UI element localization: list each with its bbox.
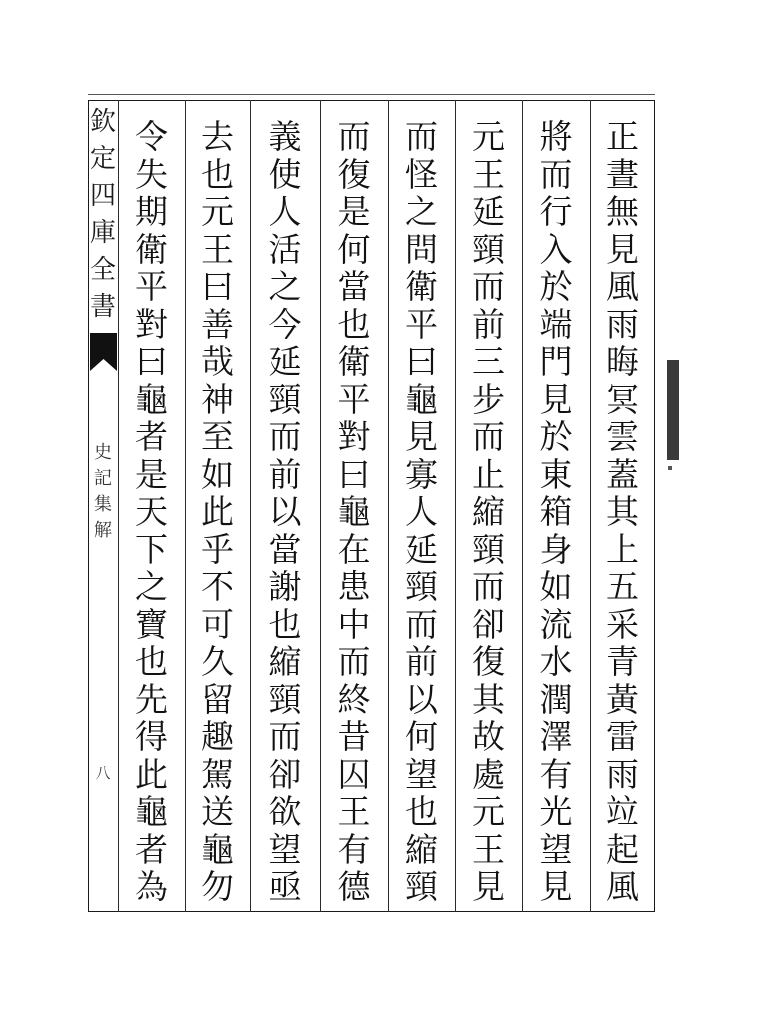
glyph: 前: [268, 454, 302, 494]
glyph: 而: [268, 717, 302, 756]
glyph: 寶: [135, 604, 168, 644]
glyph: 之: [405, 192, 438, 231]
glyph: 義: [268, 118, 302, 156]
glyph: 前: [472, 304, 505, 344]
glyph: 哉: [201, 342, 234, 381]
binding-dot: [668, 466, 672, 470]
glyph: 而: [539, 154, 573, 194]
glyph: 解: [94, 520, 112, 541]
glyph: 其: [472, 679, 505, 719]
glyph: 曰: [337, 454, 371, 494]
glyph: 如: [201, 454, 234, 494]
glyph: 善: [201, 304, 234, 344]
glyph: 天: [135, 492, 168, 531]
glyph: 身: [539, 529, 573, 569]
glyph: 前: [405, 642, 438, 681]
glyph: 寡: [405, 454, 438, 494]
glyph: 此: [135, 754, 168, 794]
glyph: 何: [405, 717, 438, 756]
glyph: 頸: [405, 567, 438, 606]
glyph: 也: [405, 792, 438, 831]
glyph: 人: [405, 492, 438, 531]
glyph: 中: [337, 604, 371, 644]
glyph: 雲: [606, 417, 639, 456]
glyph: 乎: [201, 529, 234, 569]
glyph: 曰: [201, 267, 234, 306]
glyph: 入: [539, 229, 573, 269]
glyph: 之: [135, 567, 168, 606]
glyph: 也: [135, 642, 168, 681]
glyph: 有: [337, 829, 371, 869]
glyph: 為: [135, 867, 168, 906]
glyph: 頸: [472, 529, 505, 569]
text-column-6: [250, 118, 320, 908]
glyph: 晝: [606, 154, 639, 194]
text-column-7: [185, 118, 250, 908]
glyph: 延: [472, 192, 505, 231]
glyph: 者: [135, 417, 168, 456]
glyph: 欲: [268, 792, 302, 831]
glyph: 處: [472, 754, 505, 794]
glyph: 竝: [606, 792, 639, 831]
glyph: 衛: [337, 342, 371, 381]
glyph: 三: [472, 342, 505, 381]
glyph: 望: [268, 829, 302, 869]
glyph: 采: [606, 604, 639, 644]
glyph: 當: [268, 529, 302, 569]
glyph: 四: [89, 181, 116, 211]
glyph: 失: [135, 154, 168, 194]
glyph: 見: [539, 867, 573, 906]
glyph: 步: [472, 379, 505, 419]
glyph: 史: [94, 442, 112, 463]
glyph: 黃: [606, 679, 639, 719]
glyph: 王: [472, 154, 505, 194]
glyph: 而: [337, 642, 371, 681]
glyph: 王: [472, 829, 505, 869]
glyph: 將: [539, 118, 573, 156]
glyph: 也: [201, 154, 234, 194]
glyph: 龜: [135, 792, 168, 831]
glyph: 頸: [472, 229, 505, 269]
glyph: 趣: [201, 717, 234, 756]
glyph: 久: [201, 642, 234, 681]
glyph: 冥: [606, 379, 639, 419]
glyph: 縮: [472, 492, 505, 531]
glyph: 者: [135, 829, 168, 869]
glyph: 端: [539, 304, 573, 344]
glyph: 終: [337, 679, 371, 719]
glyph: 也: [268, 604, 302, 644]
glyph: 以: [405, 679, 438, 719]
glyph: 箱: [539, 492, 573, 531]
glyph: 記: [94, 468, 112, 489]
glyph: 見: [472, 867, 505, 906]
glyph: 怪: [405, 154, 438, 194]
glyph: 留: [201, 679, 234, 719]
glyph: 亟: [268, 867, 302, 906]
glyph: 對: [337, 417, 371, 456]
glyph: 衛: [135, 229, 168, 269]
text-column-5: [320, 118, 388, 908]
glyph: 故: [472, 717, 505, 756]
glyph: 延: [268, 342, 302, 381]
glyph: 縮: [405, 829, 438, 869]
glyph: 德: [337, 867, 371, 906]
text-column-1: [590, 118, 655, 908]
glyph: 延: [405, 529, 438, 569]
glyph: 八: [95, 764, 111, 782]
glyph: 今: [268, 304, 302, 344]
glyph: 門: [539, 342, 573, 381]
glyph: 元: [472, 118, 505, 156]
glyph: 在: [337, 529, 371, 569]
glyph: 風: [606, 267, 639, 306]
glyph: 見: [539, 379, 573, 419]
glyph: 至: [201, 417, 234, 456]
glyph: 見: [606, 229, 639, 269]
glyph: 送: [201, 792, 234, 831]
glyph: 流: [539, 604, 573, 644]
glyph: 卻: [268, 754, 302, 794]
glyph: 水: [539, 642, 573, 681]
glyph: 也: [337, 304, 371, 344]
glyph: 人: [268, 192, 302, 231]
glyph: 之: [268, 267, 302, 306]
glyph: 其: [606, 492, 639, 531]
fishtail-mark: [90, 333, 117, 371]
text-column-2: [522, 118, 590, 908]
collection-header: [88, 104, 118, 330]
glyph: 龜: [405, 379, 438, 419]
glyph: 期: [135, 192, 168, 231]
glyph: 欽: [89, 107, 116, 137]
glyph: 曰: [405, 342, 438, 381]
glyph: 當: [337, 267, 371, 306]
glyph: 令: [135, 118, 168, 156]
glyph: 止: [472, 454, 505, 494]
glyph: 望: [539, 829, 573, 869]
glyph: 而: [405, 604, 438, 644]
glyph: 上: [606, 529, 639, 569]
glyph: 平: [135, 267, 168, 306]
glyph: 潤: [539, 679, 573, 719]
glyph: 王: [337, 792, 371, 831]
glyph: 龜: [337, 492, 371, 531]
glyph: 曰: [135, 342, 168, 381]
glyph: 而: [472, 417, 505, 456]
glyph: 定: [89, 144, 116, 174]
glyph: 問: [405, 229, 438, 269]
glyph: 去: [201, 118, 234, 156]
glyph: 此: [201, 492, 234, 531]
glyph: 無: [606, 192, 639, 231]
glyph: 頸: [405, 867, 438, 906]
glyph: 全: [89, 255, 116, 285]
glyph: 行: [539, 192, 573, 231]
glyph: 以: [268, 492, 302, 531]
glyph: 元: [472, 792, 505, 831]
glyph: 頸: [268, 679, 302, 719]
glyph: 對: [135, 304, 168, 344]
glyph: 有: [539, 754, 573, 794]
glyph: 神: [201, 379, 234, 419]
glyph: 是: [135, 454, 168, 494]
glyph: 元: [201, 192, 234, 231]
glyph: 頸: [268, 379, 302, 419]
glyph: 復: [337, 154, 371, 194]
glyph: 不: [201, 567, 234, 606]
glyph: 蓋: [606, 454, 639, 494]
glyph: 起: [606, 829, 639, 869]
glyph: 光: [539, 792, 573, 831]
glyph: 卻: [472, 604, 505, 644]
glyph: 下: [135, 529, 168, 569]
glyph: 使: [268, 154, 302, 194]
glyph: 活: [268, 229, 302, 269]
glyph: 龜: [201, 829, 234, 869]
glyph: 復: [472, 642, 505, 681]
glyph: 庫: [89, 218, 116, 248]
glyph: 平: [405, 304, 438, 344]
glyph: 集: [94, 494, 112, 515]
leaf-number: [88, 762, 118, 786]
frame-top-rule: [88, 94, 655, 95]
glyph: 謝: [268, 567, 302, 606]
glyph: 勿: [201, 867, 234, 906]
glyph: 東: [539, 454, 573, 494]
glyph: 書: [89, 292, 116, 322]
glyph: 昔: [337, 717, 371, 756]
glyph: 雨: [606, 304, 639, 344]
glyph: 雷: [606, 717, 639, 756]
glyph: 何: [337, 229, 371, 269]
glyph: 而: [472, 267, 505, 306]
book-title: [88, 440, 118, 546]
glyph: 而: [405, 118, 438, 156]
glyph: 正: [606, 118, 639, 156]
glyph: 得: [135, 717, 168, 756]
glyph: 先: [135, 679, 168, 719]
glyph: 衛: [405, 267, 438, 306]
glyph: 於: [539, 417, 573, 456]
glyph: 澤: [539, 717, 573, 756]
glyph: 雨: [606, 754, 639, 794]
glyph: 龜: [135, 379, 168, 419]
glyph: 可: [201, 604, 234, 644]
glyph: 於: [539, 267, 573, 306]
glyph: 縮: [268, 642, 302, 681]
glyph: 是: [337, 192, 371, 231]
glyph: 如: [539, 567, 573, 606]
text-column-4: [388, 118, 455, 908]
glyph: 見: [405, 417, 438, 456]
glyph: 囚: [337, 754, 371, 794]
glyph: 而: [268, 417, 302, 456]
glyph: 駕: [201, 754, 234, 794]
text-column-8: [118, 118, 185, 908]
glyph: 患: [337, 567, 371, 606]
glyph: 而: [337, 118, 371, 156]
text-column-3: [455, 118, 522, 908]
glyph: 風: [606, 867, 639, 906]
glyph: 而: [472, 567, 505, 606]
glyph: 王: [201, 229, 234, 269]
glyph: 平: [337, 379, 371, 419]
glyph: 青: [606, 642, 639, 681]
glyph: 望: [405, 754, 438, 794]
glyph: 五: [606, 567, 639, 606]
glyph: 晦: [606, 342, 639, 381]
binding-mark: [667, 360, 679, 460]
